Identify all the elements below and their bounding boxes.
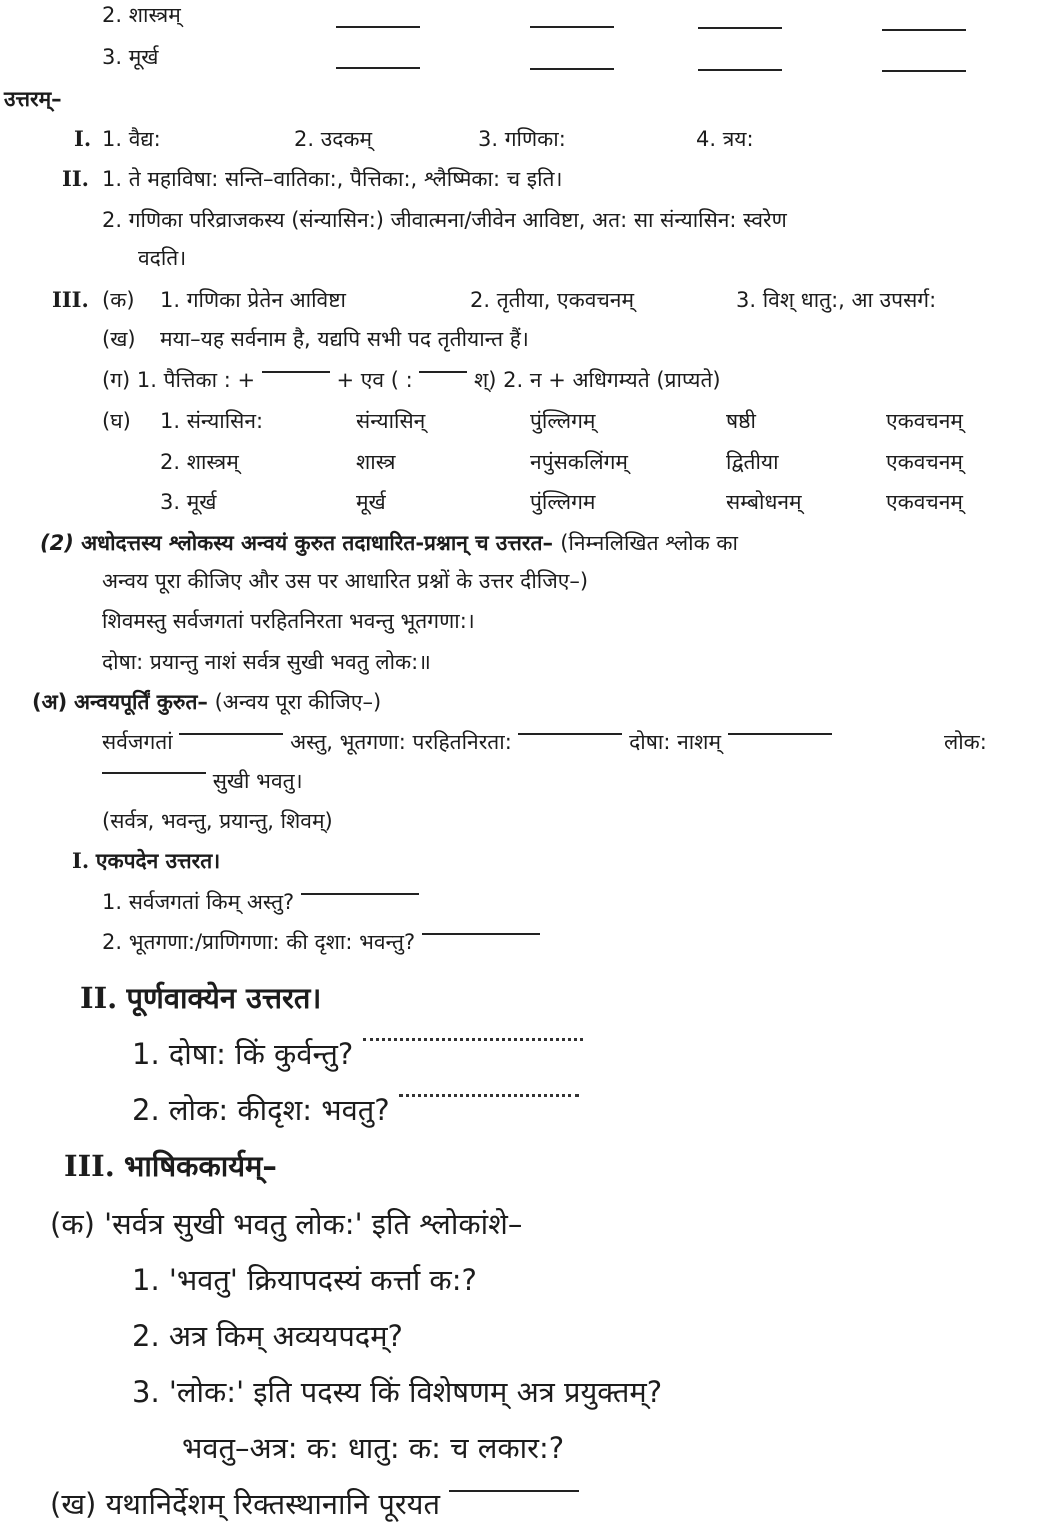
roman-label: I. [72, 848, 90, 873]
ga-label: (ग) [102, 368, 131, 392]
section-III-kha [50, 1484, 579, 1524]
gha-cell: एकवचनम् [886, 409, 963, 433]
question-text: 1. दोषा: किं कुर्वन्तु? [132, 1037, 354, 1071]
answer-I-item-2: 2. उदकम् [294, 127, 373, 151]
blank-line [336, 26, 420, 28]
ga-part3: श्) 2. न + अधिगम्यते (प्राप्यते) [474, 368, 721, 392]
roman-label: III. [64, 1149, 115, 1183]
blank-line [262, 371, 330, 373]
section-III-q1: 1. 'भवतु' क्रियापदस्यं कर्त्ता क:? [132, 1263, 477, 1297]
row-word: मूर्ख [128, 45, 159, 69]
anvaya-word: सुखी भवतु। [212, 769, 303, 793]
q2-label: (2) [40, 531, 74, 555]
section-title: एकपदेन उत्तरत। [95, 849, 221, 873]
answer-I [74, 124, 91, 154]
answer-I-item-1: 1. वैद्य: [102, 127, 161, 151]
row-number: 2. [102, 3, 123, 27]
blank-line [336, 67, 420, 69]
blank-line [698, 27, 782, 29]
dotted-answer-line [399, 1094, 579, 1097]
ka-text: 'सर्वत्र सुखी भवतु लोक:' इति श्लोकांशे– [104, 1207, 523, 1241]
gha-cell: शास्त्र [356, 450, 396, 474]
anvaya-lokah: लोक: [944, 730, 987, 754]
shloka-line-1: शिवमस्तु सर्वजगतां परहितनिरता भवन्तु भूतगणा:। [102, 609, 475, 633]
ga-part1: 1. पैत्तिका : + [136, 368, 256, 392]
answer-III-ka-3: 3. विश् धातु:, आ उपसर्ग: [736, 288, 937, 312]
answer-heading: उत्तरम्– [4, 87, 62, 111]
answer-III-ka-2: 2. तृतीया, एकवचनम् [470, 288, 635, 312]
answer-III-ga [102, 365, 721, 395]
blank-line [698, 69, 782, 71]
answer-II-item-2: 2. गणिका परिव्राजकस्य (संन्यासिन:) जीवात्मना/जीवेन आविष्टा, अत: सा संन्यासिन: स्वरेण [102, 208, 787, 232]
answer-I-item-4: 4. त्रय: [696, 127, 754, 151]
gha-cell: पुंल्लिगम् [530, 409, 596, 433]
question-text: 2. लोक: कीदृश: भवतु? [132, 1093, 390, 1127]
blank-line [422, 933, 540, 935]
section-I-heading [72, 846, 220, 876]
blank-line [301, 893, 419, 895]
ka-label: (क) [50, 1207, 95, 1241]
roman-label: I. [74, 126, 92, 151]
answer-II-label [62, 164, 89, 194]
blank-line [449, 1490, 579, 1492]
question-text: 2. भूतगणा:/प्राणिगणा: की दृशा: भवन्तु? [102, 930, 416, 954]
gha-cell: एकवचनम् [886, 450, 963, 474]
q2-title: अधोदत्तस्य श्लोकस्य अन्वयं कुरुत तदाधारित-प्रश्नान् च उत्तरत– [81, 531, 553, 555]
gha-cell: षष्ठी [726, 409, 756, 433]
gha-cell: 2. शास्त्रम् [160, 450, 239, 474]
blank-line [882, 70, 966, 72]
q2-hindi-1: (निम्नलिखित श्लोक का [560, 531, 738, 555]
gha-cell: सम्बोधनम् [726, 490, 802, 514]
section-I-q2 [102, 927, 540, 957]
roman-label: II. [80, 981, 118, 1015]
anvaya-word: अस्तु, भूतगणा: परहितनिरता: [290, 730, 512, 754]
section-II-q1 [132, 1034, 583, 1074]
section-II-heading [80, 978, 321, 1018]
anvaya-hint: (अन्वय पूरा कीजिए–) [214, 690, 382, 714]
anvaya-word: सर्वजगतां [102, 730, 173, 754]
blank-line [419, 371, 467, 373]
gha-cell: 1. संन्यासिन: [160, 409, 264, 433]
blank-line [530, 68, 614, 70]
blank-line [179, 733, 283, 735]
blank-line [728, 733, 832, 735]
roman-label: III. [52, 287, 89, 312]
anvaya-line-2 [102, 766, 303, 796]
answer-III-gha-label: (घ) [102, 409, 131, 433]
top-row-3 [102, 42, 158, 72]
ga-part2: + एव ( : [336, 368, 413, 392]
anvaya-label: (अ) [32, 690, 68, 714]
section-III-q4: भवतु–अत्र: क: धातु: क: च लकार:? [182, 1431, 565, 1465]
q2-heading [40, 528, 738, 558]
answer-III-label [52, 285, 89, 315]
section-III-ka [50, 1204, 522, 1244]
dotted-answer-line [363, 1038, 583, 1041]
answer-II-item-2-cont: वदति। [138, 246, 187, 270]
section-title: पूर्णवाक्येन उत्तरत। [126, 981, 322, 1015]
section-III-heading [64, 1146, 277, 1186]
answer-III-ka-1: 1. गणिका प्रेतेन आविष्टा [160, 288, 346, 312]
blank-line [102, 772, 206, 774]
anvaya-word: दोषा: नाशम् [629, 730, 722, 754]
gha-cell: एकवचनम् [886, 490, 963, 514]
answer-II-item-1: 1. ते महाविषा: सन्ति–वातिका:, पैत्तिका:, श्लैष्मिका: च इति। [102, 167, 563, 191]
q2-hindi-2: अन्वय पूरा कीजिए और उस पर आधारित प्रश्नों के उत्तर दीजिए–) [102, 569, 589, 593]
shloka-line-2: दोषा: प्रयान्तु नाशं सर्वत्र सुखी भवतु लोक:॥ [102, 650, 431, 674]
top-row-2 [102, 0, 181, 30]
section-I-q1 [102, 887, 419, 917]
roman-label: II. [62, 166, 89, 191]
answer-III-kha-label: (ख) [102, 327, 136, 351]
question-text: 1. सर्वजगतां किम् अस्तु? [102, 890, 295, 914]
anvaya-options: (सर्वत्र, भवन्तु, प्रयान्तु, शिवम्) [102, 809, 333, 833]
gha-cell: संन्यासिन् [356, 409, 426, 433]
row-word: शास्त्रम् [128, 3, 181, 27]
section-III-q2: 2. अत्र किम् अव्ययपदम्? [132, 1319, 403, 1353]
gha-cell: नपुंसकलिंगम् [530, 450, 628, 474]
gha-cell: 3. मूर्ख [160, 490, 217, 514]
blank-line [882, 29, 966, 31]
gha-cell: पुंल्लिगम [530, 490, 596, 514]
anvaya-title: अन्वयपूर्तिं कुरुत– [73, 690, 208, 714]
blank-line [530, 26, 614, 28]
section-title: भाषिककार्यम्– [124, 1149, 277, 1183]
gha-cell: द्वितीया [726, 450, 779, 474]
answer-III-kha-text: मया–यह सर्वनाम है, यद्यपि सभी पद तृतीयान्त हैं। [160, 327, 529, 351]
section-III-q3: 3. 'लोक:' इति पदस्य किं विशेषणम् अत्र प्रयुक्तम्? [132, 1375, 663, 1409]
kha-text: यथानिर्देशम् रिक्तस्थानानि पूरयत [105, 1487, 441, 1521]
kha-label: (ख) [50, 1487, 97, 1521]
anvaya-heading [32, 687, 381, 717]
section-II-q2 [132, 1090, 579, 1130]
answer-I-item-3: 3. गणिका: [478, 127, 566, 151]
anvaya-line-1 [102, 727, 832, 757]
blank-line [518, 733, 622, 735]
gha-cell: मूर्ख [356, 490, 386, 514]
answer-III-ka-label: (क) [102, 288, 135, 312]
row-number: 3. [102, 45, 123, 69]
